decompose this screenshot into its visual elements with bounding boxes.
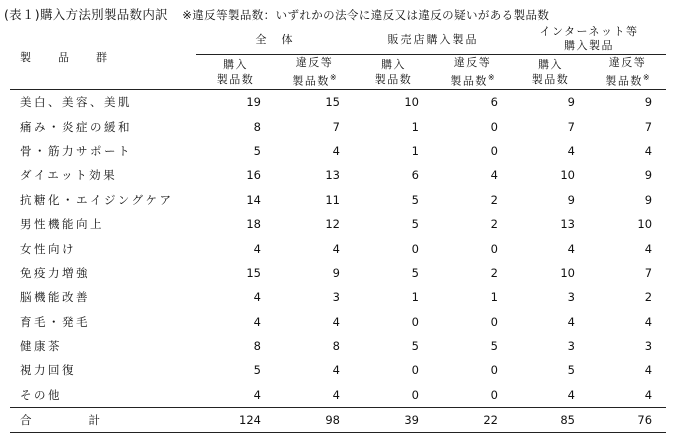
all-violation-cell: 9 xyxy=(332,265,340,280)
subheader-violation: 違反等 製品数※ xyxy=(275,55,354,90)
product-group-name: 脳機能改善 xyxy=(20,290,90,305)
internet-violation-cell: 4 xyxy=(644,363,653,378)
store-purchased-cell: 10 xyxy=(404,95,419,110)
table-row xyxy=(10,261,666,285)
store-violation-cell: 0 xyxy=(490,387,498,402)
all-purchased-cell: 18 xyxy=(246,217,261,232)
product-group-name: ダイエット効果 xyxy=(20,168,118,183)
table-row xyxy=(10,310,666,334)
product-group-name: その他 xyxy=(20,387,62,402)
all-violation-cell: 98 xyxy=(275,408,354,433)
table-row xyxy=(10,139,666,163)
table-row xyxy=(10,236,666,260)
all-purchased-cell: 4 xyxy=(253,314,261,329)
all-violation-cell: 11 xyxy=(325,192,340,207)
all-violation-cell: 4 xyxy=(332,241,340,256)
internet-violation-cell: 4 xyxy=(644,143,653,158)
store-violation-cell: 2 xyxy=(490,265,498,280)
group-header-internet-line2: 購入製品 xyxy=(564,39,614,52)
store-purchased-cell: 1 xyxy=(411,119,419,134)
table-row xyxy=(10,358,666,382)
internet-purchased-cell: 9 xyxy=(567,192,575,207)
group-header-internet xyxy=(512,24,666,55)
internet-purchased-cell: 10 xyxy=(560,265,575,280)
store-violation-cell: 0 xyxy=(490,119,498,134)
all-purchased-cell: 8 xyxy=(253,119,261,134)
store-violation-cell: 4 xyxy=(490,168,498,183)
internet-violation-cell: 10 xyxy=(637,217,653,232)
internet-purchased-cell: 3 xyxy=(567,339,575,354)
all-violation-cell: 4 xyxy=(332,143,340,158)
store-violation-cell: 5 xyxy=(490,339,498,354)
all-purchased-cell: 4 xyxy=(253,387,261,402)
all-purchased-cell: 16 xyxy=(246,168,261,183)
internet-purchased-cell: 7 xyxy=(567,119,575,134)
product-group-name: 育毛・発毛 xyxy=(20,314,90,329)
all-violation-cell: 8 xyxy=(332,339,340,354)
all-purchased-cell: 124 xyxy=(196,408,275,433)
all-purchased-cell: 8 xyxy=(253,339,261,354)
internet-violation-cell: 9 xyxy=(644,168,653,183)
store-purchased-cell: 1 xyxy=(411,143,419,158)
internet-purchased-cell: 10 xyxy=(560,168,575,183)
table-row xyxy=(10,114,666,138)
internet-purchased-cell: 4 xyxy=(567,387,575,402)
product-group-name: 健康茶 xyxy=(20,339,62,354)
store-purchased-cell: 6 xyxy=(411,168,419,183)
table-row xyxy=(10,334,666,358)
table-row xyxy=(10,285,666,309)
product-group-name: 骨・筋力サポート xyxy=(20,143,132,158)
all-purchased-cell: 19 xyxy=(246,95,261,110)
internet-purchased-cell: 3 xyxy=(567,290,575,305)
store-purchased-cell: 0 xyxy=(411,363,419,378)
internet-purchased-cell: 5 xyxy=(567,363,575,378)
store-violation-cell: 2 xyxy=(490,217,498,232)
internet-purchased-cell: 4 xyxy=(567,241,575,256)
subheader-violation: 違反等 製品数※ xyxy=(589,55,666,90)
product-group-name: 女性向け xyxy=(20,241,76,256)
all-purchased-cell: 5 xyxy=(253,363,261,378)
total-label: 合 計 xyxy=(10,408,196,433)
product-group-name: 男性機能向上 xyxy=(20,217,104,232)
all-violation-cell: 4 xyxy=(332,363,340,378)
internet-violation-cell: 76 xyxy=(589,408,666,433)
store-purchased-cell: 5 xyxy=(411,217,419,232)
internet-violation-cell: 3 xyxy=(644,339,653,354)
internet-violation-cell: 9 xyxy=(644,192,653,207)
store-violation-cell: 0 xyxy=(490,363,498,378)
store-violation-cell: 2 xyxy=(490,192,498,207)
table-row xyxy=(10,163,666,187)
internet-violation-cell: 7 xyxy=(644,119,653,134)
internet-purchased-cell: 4 xyxy=(567,143,575,158)
product-group-name: 痛み・炎症の緩和 xyxy=(20,119,132,134)
store-violation-cell: 1 xyxy=(490,290,498,305)
subheader-purchased: 購入 製品数 xyxy=(512,55,589,90)
internet-violation-cell: 7 xyxy=(644,265,653,280)
store-violation-cell: 6 xyxy=(490,95,498,110)
group-header-internet-line1: インターネット等 xyxy=(539,25,639,38)
store-purchased-cell: 5 xyxy=(411,265,419,280)
internet-violation-cell: 4 xyxy=(644,387,653,402)
store-purchased-cell: 39 xyxy=(354,408,433,433)
store-purchased-cell: 5 xyxy=(411,192,419,207)
all-purchased-cell: 4 xyxy=(253,241,261,256)
store-purchased-cell: 0 xyxy=(411,241,419,256)
internet-violation-cell: 4 xyxy=(644,314,653,329)
group-header-store: 販売店購入製品 xyxy=(354,24,512,55)
table-row xyxy=(10,383,666,408)
table-title: (表１)購入方法別製品数内訳 xyxy=(4,7,168,22)
store-violation-cell: 0 xyxy=(490,314,498,329)
all-violation-cell: 4 xyxy=(332,314,340,329)
store-violation-cell: 0 xyxy=(490,241,498,256)
product-group-name: 視力回復 xyxy=(20,363,76,378)
all-purchased-cell: 4 xyxy=(253,290,261,305)
all-purchased-cell: 5 xyxy=(253,143,261,158)
all-violation-cell: 13 xyxy=(325,168,340,183)
store-violation-cell: 0 xyxy=(490,143,498,158)
header-row-groups xyxy=(10,24,666,55)
internet-purchased-cell: 13 xyxy=(560,217,575,232)
store-purchased-cell: 0 xyxy=(411,387,419,402)
product-group-name: 抗糖化・エイジングケア xyxy=(20,192,174,207)
table-body xyxy=(10,90,666,433)
table-row xyxy=(10,90,666,115)
purchase-method-table xyxy=(10,24,666,433)
product-group-name: 免疫力増強 xyxy=(20,265,90,280)
all-violation-cell: 15 xyxy=(325,95,340,110)
store-purchased-cell: 1 xyxy=(411,290,419,305)
violation-note: ※違反等製品数：いずれかの法令に違反又は違反の疑いがある製品数 xyxy=(182,8,550,22)
store-purchased-cell: 5 xyxy=(411,339,419,354)
internet-purchased-cell: 9 xyxy=(567,95,575,110)
total-row xyxy=(10,408,666,433)
all-violation-cell: 7 xyxy=(332,119,340,134)
subheader-purchased: 購入 製品数 xyxy=(354,55,433,90)
table-row xyxy=(10,212,666,236)
table-caption xyxy=(4,5,549,23)
internet-purchased-cell: 85 xyxy=(512,408,589,433)
internet-violation-cell: 4 xyxy=(644,241,653,256)
product-group-name: 美白、美容、美肌 xyxy=(20,95,132,110)
all-purchased-cell: 14 xyxy=(246,192,261,207)
internet-violation-cell: 9 xyxy=(644,95,653,110)
category-header: 製 品 群 xyxy=(10,24,196,90)
all-violation-cell: 4 xyxy=(332,387,340,402)
subheader-purchased: 購入 製品数 xyxy=(196,55,275,90)
all-violation-cell: 3 xyxy=(332,290,340,305)
all-violation-cell: 12 xyxy=(325,217,340,232)
internet-purchased-cell: 4 xyxy=(567,314,575,329)
subheader-violation: 違反等 製品数※ xyxy=(433,55,512,90)
store-violation-cell: 22 xyxy=(433,408,512,433)
all-purchased-cell: 15 xyxy=(246,265,261,280)
internet-violation-cell: 2 xyxy=(644,290,653,305)
store-purchased-cell: 0 xyxy=(411,314,419,329)
table-row xyxy=(10,188,666,212)
group-header-all: 全 体 xyxy=(196,24,354,55)
